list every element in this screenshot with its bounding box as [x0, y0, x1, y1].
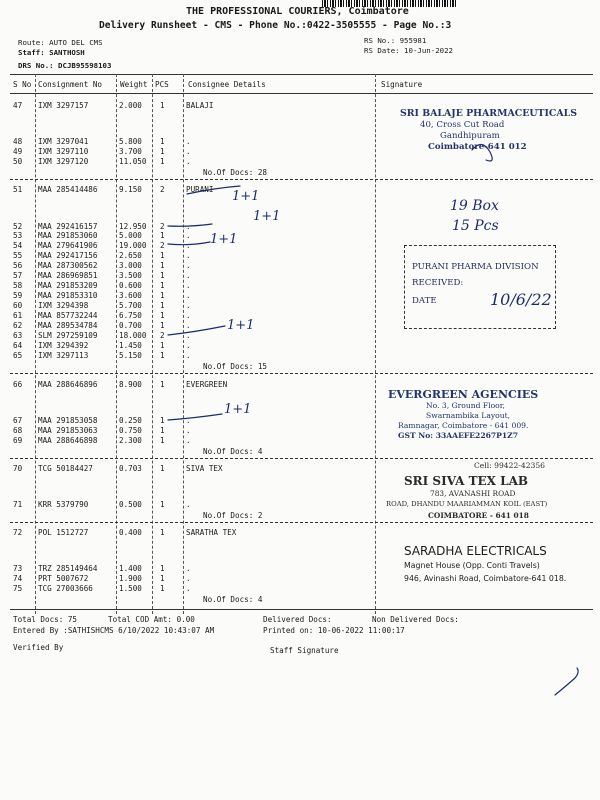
staff-signature-stroke [555, 668, 578, 695]
row-sno: 71 [13, 500, 23, 509]
row-sno: 65 [13, 351, 23, 360]
row-sno: 48 [13, 137, 23, 146]
purani-stamp-name: PURANI PHARMA DIVISION [412, 262, 539, 272]
row-pcs: 1 [160, 147, 165, 156]
row-consignment: MAA 291853058 [38, 416, 98, 425]
row-sno: 59 [13, 291, 23, 300]
row-sno: 68 [13, 426, 23, 435]
row-weight: 18.000 [119, 331, 147, 340]
bullet: . [186, 574, 191, 583]
row-consignment: IXM 3297113 [38, 351, 89, 360]
row-weight: 3.000 [119, 261, 142, 270]
rs-date: RS Date: 10-Jun-2022 [364, 46, 453, 55]
row-consignment: MAA 291853310 [38, 291, 98, 300]
row-consignment: IXM 3297110 [38, 147, 89, 156]
consignee-name: SIVA TEX [186, 464, 223, 473]
check-stroke [168, 242, 210, 245]
row-weight: 6.750 [119, 311, 142, 320]
row-weight: 2.650 [119, 251, 142, 260]
bullet: . [186, 416, 191, 425]
tally-mark: 1+1 [232, 189, 260, 204]
row-weight: 12.950 [119, 222, 147, 231]
row-sno: 70 [13, 464, 23, 473]
bullet: . [186, 341, 191, 350]
saradha-stamp-line: 946, Avinashi Road, Coimbatore-641 018. [404, 574, 567, 583]
row-consignment: IXM 3294398 [38, 301, 89, 310]
bullet: . [186, 241, 191, 250]
document-title: THE PROFESSIONAL COURIERS, Coimbatore [186, 6, 409, 17]
row-pcs: 1 [160, 301, 165, 310]
bullet: . [186, 261, 191, 270]
row-consignment: MAA 291853209 [38, 281, 98, 290]
row-pcs: 1 [160, 231, 165, 240]
row-sno: 52 [13, 222, 23, 231]
rs-no: RS No.: 955981 [364, 36, 427, 45]
no-of-docs: No.Of Docs: 4 [203, 595, 263, 604]
check-stroke [168, 326, 225, 335]
total-cod: Total COD Amt: 0.00 [108, 615, 195, 624]
row-pcs: 2 [160, 331, 165, 340]
bullet: . [186, 500, 191, 509]
row-sno: 47 [13, 101, 23, 110]
row-consignment: KRR 5379790 [38, 500, 89, 509]
bullet: . [186, 351, 191, 360]
date-label: DATE [412, 296, 437, 306]
row-consignment: IXM 3297120 [38, 157, 89, 166]
row-consignment: SLM 297259109 [38, 331, 98, 340]
row-consignment: MAA 288646898 [38, 436, 98, 445]
row-consignment: TCG 50184427 [38, 464, 93, 473]
sivatex-stamp-line: 783, AVANASHI ROAD [430, 489, 516, 498]
row-pcs: 1 [160, 564, 165, 573]
bullet: . [186, 137, 191, 146]
row-sno: 69 [13, 436, 23, 445]
row-pcs: 1 [160, 137, 165, 146]
bullet: . [186, 222, 191, 231]
bullet: . [186, 426, 191, 435]
delivered-docs: Delivered Docs: [263, 615, 332, 624]
staff-signature: Staff Signature [270, 646, 339, 655]
row-pcs: 1 [160, 416, 165, 425]
balaji-stamp-line: Coimbatore-641 012 [428, 142, 527, 152]
col-pcs: PCS [155, 80, 169, 89]
row-sno: 50 [13, 157, 23, 166]
handwritten-note: 15 Pcs [452, 218, 499, 234]
bullet: . [186, 301, 191, 310]
row-pcs: 1 [160, 271, 165, 280]
sivatex-stamp-line: Cell: 99422-42356 [474, 461, 546, 470]
row-pcs: 1 [160, 500, 165, 509]
bullet: . [186, 157, 191, 166]
row-consignment: MAA 286969851 [38, 271, 98, 280]
saradha-stamp-line: Magnet House (Opp. Conti Travels) [404, 561, 540, 570]
row-sno: 73 [13, 564, 23, 573]
sivatex-stamp-line: ROAD, DHANDU MAARIAMMAN KOIL (EAST) [386, 500, 548, 508]
bullet: . [186, 436, 191, 445]
col-consignee: Consignee Details [188, 80, 266, 89]
row-weight: 9.150 [119, 185, 142, 194]
row-sno: 61 [13, 311, 23, 320]
route-label: Route: AUTO DEL CMS [18, 38, 103, 47]
row-consignment: MAA 279641906 [38, 241, 98, 250]
row-sno: 60 [13, 301, 23, 310]
balaji-signature [472, 144, 492, 161]
row-sno: 49 [13, 147, 23, 156]
row-pcs: 1 [160, 291, 165, 300]
staff-label: Staff: SANTHOSH [18, 48, 85, 57]
row-weight: 5.000 [119, 231, 142, 240]
bullet: . [186, 311, 191, 320]
row-consignment: TCG 27003666 [38, 584, 93, 593]
row-consignment: MAA 292417156 [38, 251, 98, 260]
row-pcs: 1 [160, 311, 165, 320]
row-pcs: 1 [160, 584, 165, 593]
row-weight: 0.500 [119, 500, 142, 509]
bullet: . [186, 584, 191, 593]
row-weight: 3.500 [119, 271, 142, 280]
consignee-name: PURANI [186, 185, 214, 194]
col-signature: Signature [381, 80, 423, 89]
row-sno: 55 [13, 251, 23, 260]
handwritten-note: 19 Box [450, 198, 499, 214]
bullet: . [186, 564, 191, 573]
tally-mark: 1+1 [224, 402, 252, 417]
row-weight: 1.500 [119, 584, 142, 593]
row-sno: 74 [13, 574, 23, 583]
row-weight: 8.900 [119, 380, 142, 389]
row-sno: 66 [13, 380, 23, 389]
handwritten-date: 10/6/22 [490, 290, 552, 309]
bullet: . [186, 271, 191, 280]
no-of-docs: No.Of Docs: 2 [203, 511, 263, 520]
bullet: . [186, 321, 191, 330]
tally-mark: 1+1 [227, 318, 255, 333]
check-stroke [168, 414, 222, 420]
received-label: RECEIVED: [412, 278, 464, 288]
row-pcs: 1 [160, 251, 165, 260]
row-pcs: 1 [160, 426, 165, 435]
tally-mark: 1+1 [253, 209, 281, 224]
row-sno: 58 [13, 281, 23, 290]
row-pcs: 1 [160, 261, 165, 270]
row-weight: 0.703 [119, 464, 142, 473]
row-weight: 1.450 [119, 341, 142, 350]
evergreen-stamp-line: GST No: 33AAEFE2267P1Z7 [398, 431, 518, 440]
evergreen-stamp-line: No. 3, Ground Floor, [426, 401, 505, 410]
row-weight: 19.000 [119, 241, 147, 250]
row-sno: 62 [13, 321, 23, 330]
row-sno: 56 [13, 261, 23, 270]
bullet: . [186, 281, 191, 290]
row-weight: 0.700 [119, 321, 142, 330]
no-of-docs: No.Of Docs: 15 [203, 362, 268, 371]
row-consignment: MAA 292416157 [38, 222, 98, 231]
row-pcs: 1 [160, 321, 165, 330]
row-pcs: 1 [160, 281, 165, 290]
row-consignment: IXM 3297157 [38, 101, 89, 110]
saradha-stamp-name: SARADHA ELECTRICALS [404, 544, 547, 558]
row-pcs: 1 [160, 464, 165, 473]
row-consignment: MAA 287300562 [38, 261, 98, 270]
row-sno: 63 [13, 331, 23, 340]
row-pcs: 2 [160, 185, 165, 194]
row-weight: 5.150 [119, 351, 142, 360]
total-docs: Total Docs: 75 [13, 615, 78, 624]
row-weight: 11.050 [119, 157, 147, 166]
check-stroke [168, 224, 212, 226]
no-of-docs: No.Of Docs: 4 [203, 447, 263, 456]
sivatex-stamp-name: SRI SIVA TEX LAB [404, 474, 529, 488]
balaji-stamp-name: SRI BALAJE PHARMACEUTICALS [400, 108, 577, 119]
no-of-docs: No.Of Docs: 28 [203, 168, 268, 177]
row-pcs: 1 [160, 351, 165, 360]
row-pcs: 2 [160, 241, 165, 250]
balaji-stamp-line: Gandhipuram [440, 131, 500, 141]
row-consignment: IXM 3294392 [38, 341, 89, 350]
row-weight: 1.400 [119, 564, 142, 573]
row-weight: 0.750 [119, 426, 142, 435]
row-weight: 3.700 [119, 147, 142, 156]
row-pcs: 1 [160, 341, 165, 350]
row-consignment: IXM 3297041 [38, 137, 89, 146]
verified-by: Verified By [13, 643, 64, 652]
col-consignment: Consignment No [38, 80, 103, 89]
consignee-name: SARATHA TEX [186, 528, 237, 537]
row-pcs: 1 [160, 436, 165, 445]
row-sno: 72 [13, 528, 23, 537]
row-consignment: MAA 291853063 [38, 426, 98, 435]
row-consignment: MAA 285414486 [38, 185, 98, 194]
sivatex-stamp-line: COIMBATORE - 641 018 [428, 511, 529, 520]
evergreen-stamp-name: EVERGREEN AGENCIES [388, 388, 539, 401]
row-weight: 0.250 [119, 416, 142, 425]
entered-by: Entered By :SATHISHCMS 6/10/2022 10:43:07 AM [13, 626, 215, 635]
bullet: . [186, 231, 191, 240]
tally-mark: 1+1 [210, 232, 238, 247]
row-pcs: 2 [160, 222, 165, 231]
row-consignment: TRZ 285149464 [38, 564, 98, 573]
printed-on: Printed on: 10-06-2022 11:00:17 [263, 626, 405, 635]
row-consignment: MAA 289534784 [38, 321, 98, 330]
col-sno: S No [13, 80, 32, 89]
row-pcs: 1 [160, 528, 165, 537]
row-pcs: 1 [160, 574, 165, 583]
col-weight: Weight [120, 80, 148, 89]
consignee-name: EVERGREEN [186, 380, 228, 389]
row-pcs: 1 [160, 101, 165, 110]
bullet: . [186, 251, 191, 260]
row-weight: 0.400 [119, 528, 142, 537]
evergreen-stamp-line: Swarnambika Layout, [426, 411, 511, 420]
row-weight: 5.700 [119, 301, 142, 310]
row-pcs: 1 [160, 380, 165, 389]
row-consignment: MAA 857732244 [38, 311, 98, 320]
consignee-name: BALAJI [186, 101, 214, 110]
evergreen-stamp-line: Ramnagar, Coimbatore - 641 009. [398, 421, 529, 430]
row-weight: 0.600 [119, 281, 142, 290]
row-consignment: MAA 288646896 [38, 380, 98, 389]
row-pcs: 1 [160, 157, 165, 166]
row-sno: 53 [13, 231, 23, 240]
row-weight: 3.600 [119, 291, 142, 300]
document-subtitle: Delivery Runsheet - CMS - Phone No.:0422-3505555 - Page No.:3 [99, 20, 452, 31]
row-sno: 64 [13, 341, 23, 350]
row-sno: 67 [13, 416, 23, 425]
row-sno: 57 [13, 271, 23, 280]
non-delivered-docs: Non Delivered Docs: [372, 615, 459, 624]
purani-underline [187, 186, 240, 194]
row-weight: 1.900 [119, 574, 142, 583]
row-sno: 75 [13, 584, 23, 593]
bullet: . [186, 291, 191, 300]
row-weight: 2.000 [119, 101, 142, 110]
balaji-stamp-line: 40, Cross Cut Road [420, 120, 505, 130]
row-weight: 2.300 [119, 436, 142, 445]
bullet: . [186, 147, 191, 156]
drs-label: DRS No.: DCJB95598103 [18, 61, 112, 70]
row-consignment: MAA 291853060 [38, 231, 98, 240]
row-consignment: PRT 5007672 [38, 574, 89, 583]
row-consignment: POL 1512727 [38, 528, 89, 537]
row-weight: 5.800 [119, 137, 142, 146]
row-sno: 51 [13, 185, 23, 194]
row-sno: 54 [13, 241, 23, 250]
bullet: . [186, 331, 191, 340]
